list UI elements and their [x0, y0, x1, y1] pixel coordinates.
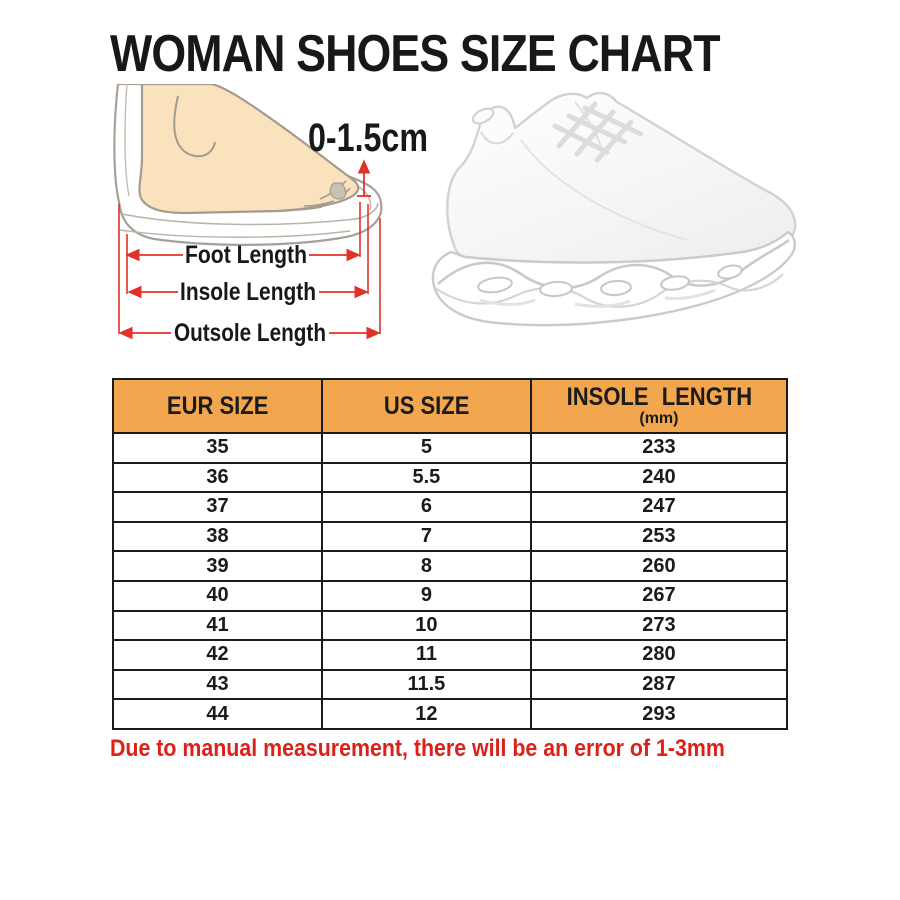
us-size-cell: 9: [322, 581, 531, 611]
sneaker-upper: [447, 93, 795, 263]
measurement-note: Due to manual measurement, there will be an error of 1-3mm: [110, 735, 725, 762]
eur-size-cell: 42: [113, 640, 322, 670]
table-row: [113, 699, 787, 729]
us-size-cell: 8: [322, 551, 531, 581]
eur-size-cell: 35: [113, 433, 322, 463]
eur-size-cell: 38: [113, 522, 322, 552]
eur-size-cell: 41: [113, 611, 322, 641]
eur-size-cell: 37: [113, 492, 322, 522]
us-size-cell: 6: [322, 492, 531, 522]
foot-measurement-diagram: [98, 84, 443, 352]
us-size-cell: 12: [322, 699, 531, 729]
insole-length-cell: 240: [531, 463, 787, 493]
insole-length-cell: 273: [531, 611, 787, 641]
header-eur-size: EUR SIZE: [113, 379, 322, 433]
sneaker-product-image: [425, 88, 815, 336]
insole-length-dimension: [130, 278, 366, 306]
us-size-cell: 5: [322, 433, 531, 463]
outsole-length-label: Outsole Length: [174, 319, 326, 347]
foot-length-label: Foot Length: [185, 241, 307, 269]
foot-length-dimension: [128, 241, 358, 269]
table-header-row: [113, 379, 787, 433]
gap-label: 0-1.5cm: [308, 116, 428, 160]
us-size-cell: 11: [322, 640, 531, 670]
us-size-cell: 5.5: [322, 463, 531, 493]
header-us-size: US SIZE: [322, 379, 531, 433]
size-table: [112, 378, 788, 730]
table-row: [113, 611, 787, 641]
table-row: [113, 581, 787, 611]
table-row: [113, 522, 787, 552]
insole-length-cell: 260: [531, 551, 787, 581]
header-insole-length: INSOLE LENGTH (mm): [531, 379, 787, 433]
outsole-length-dimension: [121, 319, 378, 347]
table-row: [113, 463, 787, 493]
header-insole-unit: (mm): [639, 410, 679, 427]
insole-length-label: Insole Length: [180, 278, 316, 306]
insole-length-cell: 280: [531, 640, 787, 670]
us-size-cell: 7: [322, 522, 531, 552]
insole-length-cell: 233: [531, 433, 787, 463]
eur-size-cell: 43: [113, 670, 322, 700]
table-row: [113, 433, 787, 463]
insole-length-cell: 293: [531, 699, 787, 729]
us-size-cell: 10: [322, 611, 531, 641]
page-title: WOMAN SHOES SIZE CHART: [110, 25, 720, 83]
eur-size-cell: 40: [113, 581, 322, 611]
insole-length-cell: 253: [531, 522, 787, 552]
insole-length-cell: 287: [531, 670, 787, 700]
insole-length-cell: 247: [531, 492, 787, 522]
eur-size-cell: 39: [113, 551, 322, 581]
us-size-cell: 11.5: [322, 670, 531, 700]
table-row: [113, 492, 787, 522]
eur-size-cell: 44: [113, 699, 322, 729]
table-row: [113, 640, 787, 670]
insole-length-cell: 267: [531, 581, 787, 611]
big-toe-nail: [330, 183, 346, 199]
table-row: [113, 551, 787, 581]
table-row: [113, 670, 787, 700]
eur-size-cell: 36: [113, 463, 322, 493]
